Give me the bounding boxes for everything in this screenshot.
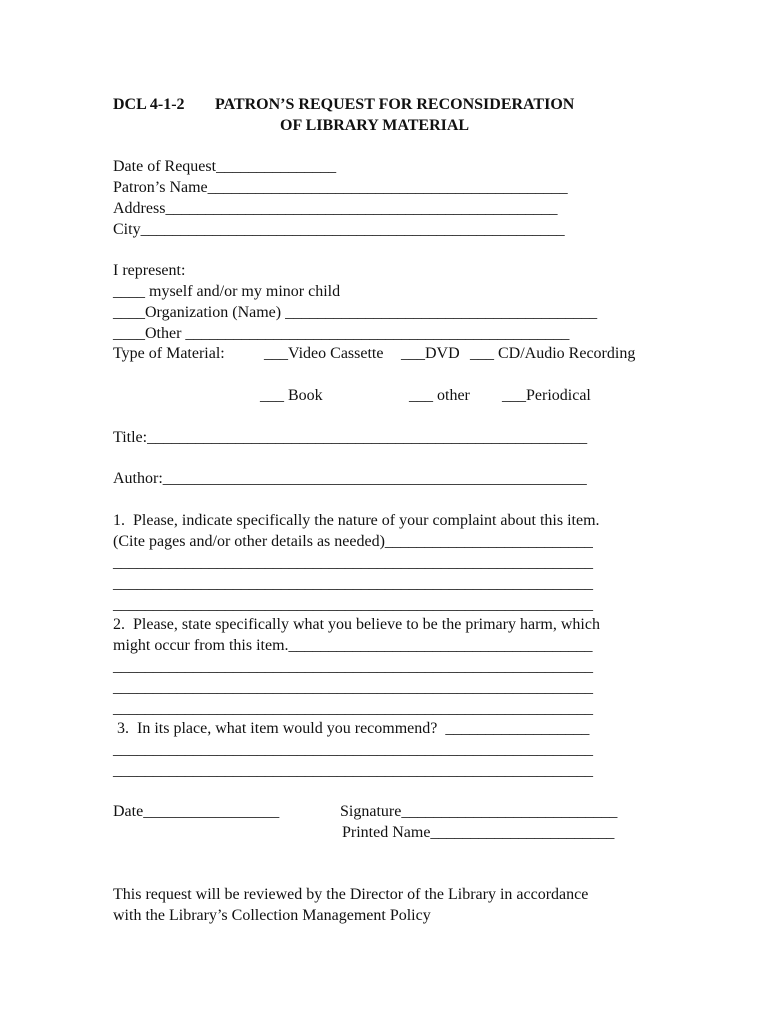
harm-question-detail[interactable]: might occur from this item.______________________________________ [113,637,593,654]
signature-field[interactable]: Signature___________________________ [340,803,618,820]
complaint-answer-line[interactable]: ____________________________________________________________ [113,596,593,613]
patron-name-field[interactable]: Patron’s Name_____________________________________________ [113,179,568,196]
harm-question: 2. Please, state specifically what you believe to be the primary harm, which [113,616,600,633]
date-of-request-field[interactable]: Date of Request_______________ [113,158,337,175]
complaint-answer-line[interactable]: ____________________________________________________________ [113,554,593,571]
title-field[interactable]: Title:_______________________________________________________ [113,429,588,446]
material-other-option[interactable]: ___ other [409,387,470,404]
author-field[interactable]: Author:_____________________________________________________ [113,470,587,487]
material-periodical-option[interactable]: ___Periodical [502,387,591,404]
material-book-option[interactable]: ___ Book [260,387,323,404]
represent-myself-option[interactable]: ____ myself and/or my minor child [113,283,341,300]
city-field[interactable]: City_____________________________________________________ [113,221,565,238]
complaint-question: 1. Please, indicate specifically the nature of your complaint about this item. [113,512,600,529]
recommendation-answer-line[interactable]: ____________________________________________________________ [113,741,593,758]
printed-name-field[interactable]: Printed Name_______________________ [342,824,615,841]
harm-answer-line[interactable]: ____________________________________________________________ [113,679,593,696]
represent-label: I represent: [113,262,186,279]
material-cd-option[interactable]: ___ CD/Audio Recording [470,345,636,362]
represent-other-option[interactable]: ____Other ________________________________________________ [113,325,570,342]
represent-organization-option[interactable]: ____Organization (Name) _______________________________________ [113,304,598,321]
form-title-line2: OF LIBRARY MATERIAL [280,117,470,134]
material-dvd-option[interactable]: ___DVD [401,345,460,362]
form-title-line1: PATRON’S REQUEST FOR RECONSIDERATION [215,96,575,113]
document-code: DCL 4-1-2 [113,96,185,113]
complaint-question-detail[interactable]: (Cite pages and/or other details as needed)__________________________ [113,533,593,550]
complaint-answer-line[interactable]: ____________________________________________________________ [113,575,593,592]
signature-date-field[interactable]: Date_________________ [113,803,280,820]
recommendation-answer-line[interactable]: ____________________________________________________________ [113,762,593,779]
harm-answer-line[interactable]: ____________________________________________________________ [113,658,593,675]
footer-note-line1: This request will be reviewed by the Director of the Library in accordance [113,886,589,903]
footer-note-line2: with the Library’s Collection Management Policy [113,907,431,924]
material-video-option[interactable]: ___Video Cassette [264,345,384,362]
address-field[interactable]: Address_________________________________________________ [113,200,558,217]
material-type-label: Type of Material: [113,345,225,362]
recommendation-question[interactable]: 3. In its place, what item would you recommend? __________________ [113,720,590,737]
harm-answer-line[interactable]: ____________________________________________________________ [113,700,593,717]
